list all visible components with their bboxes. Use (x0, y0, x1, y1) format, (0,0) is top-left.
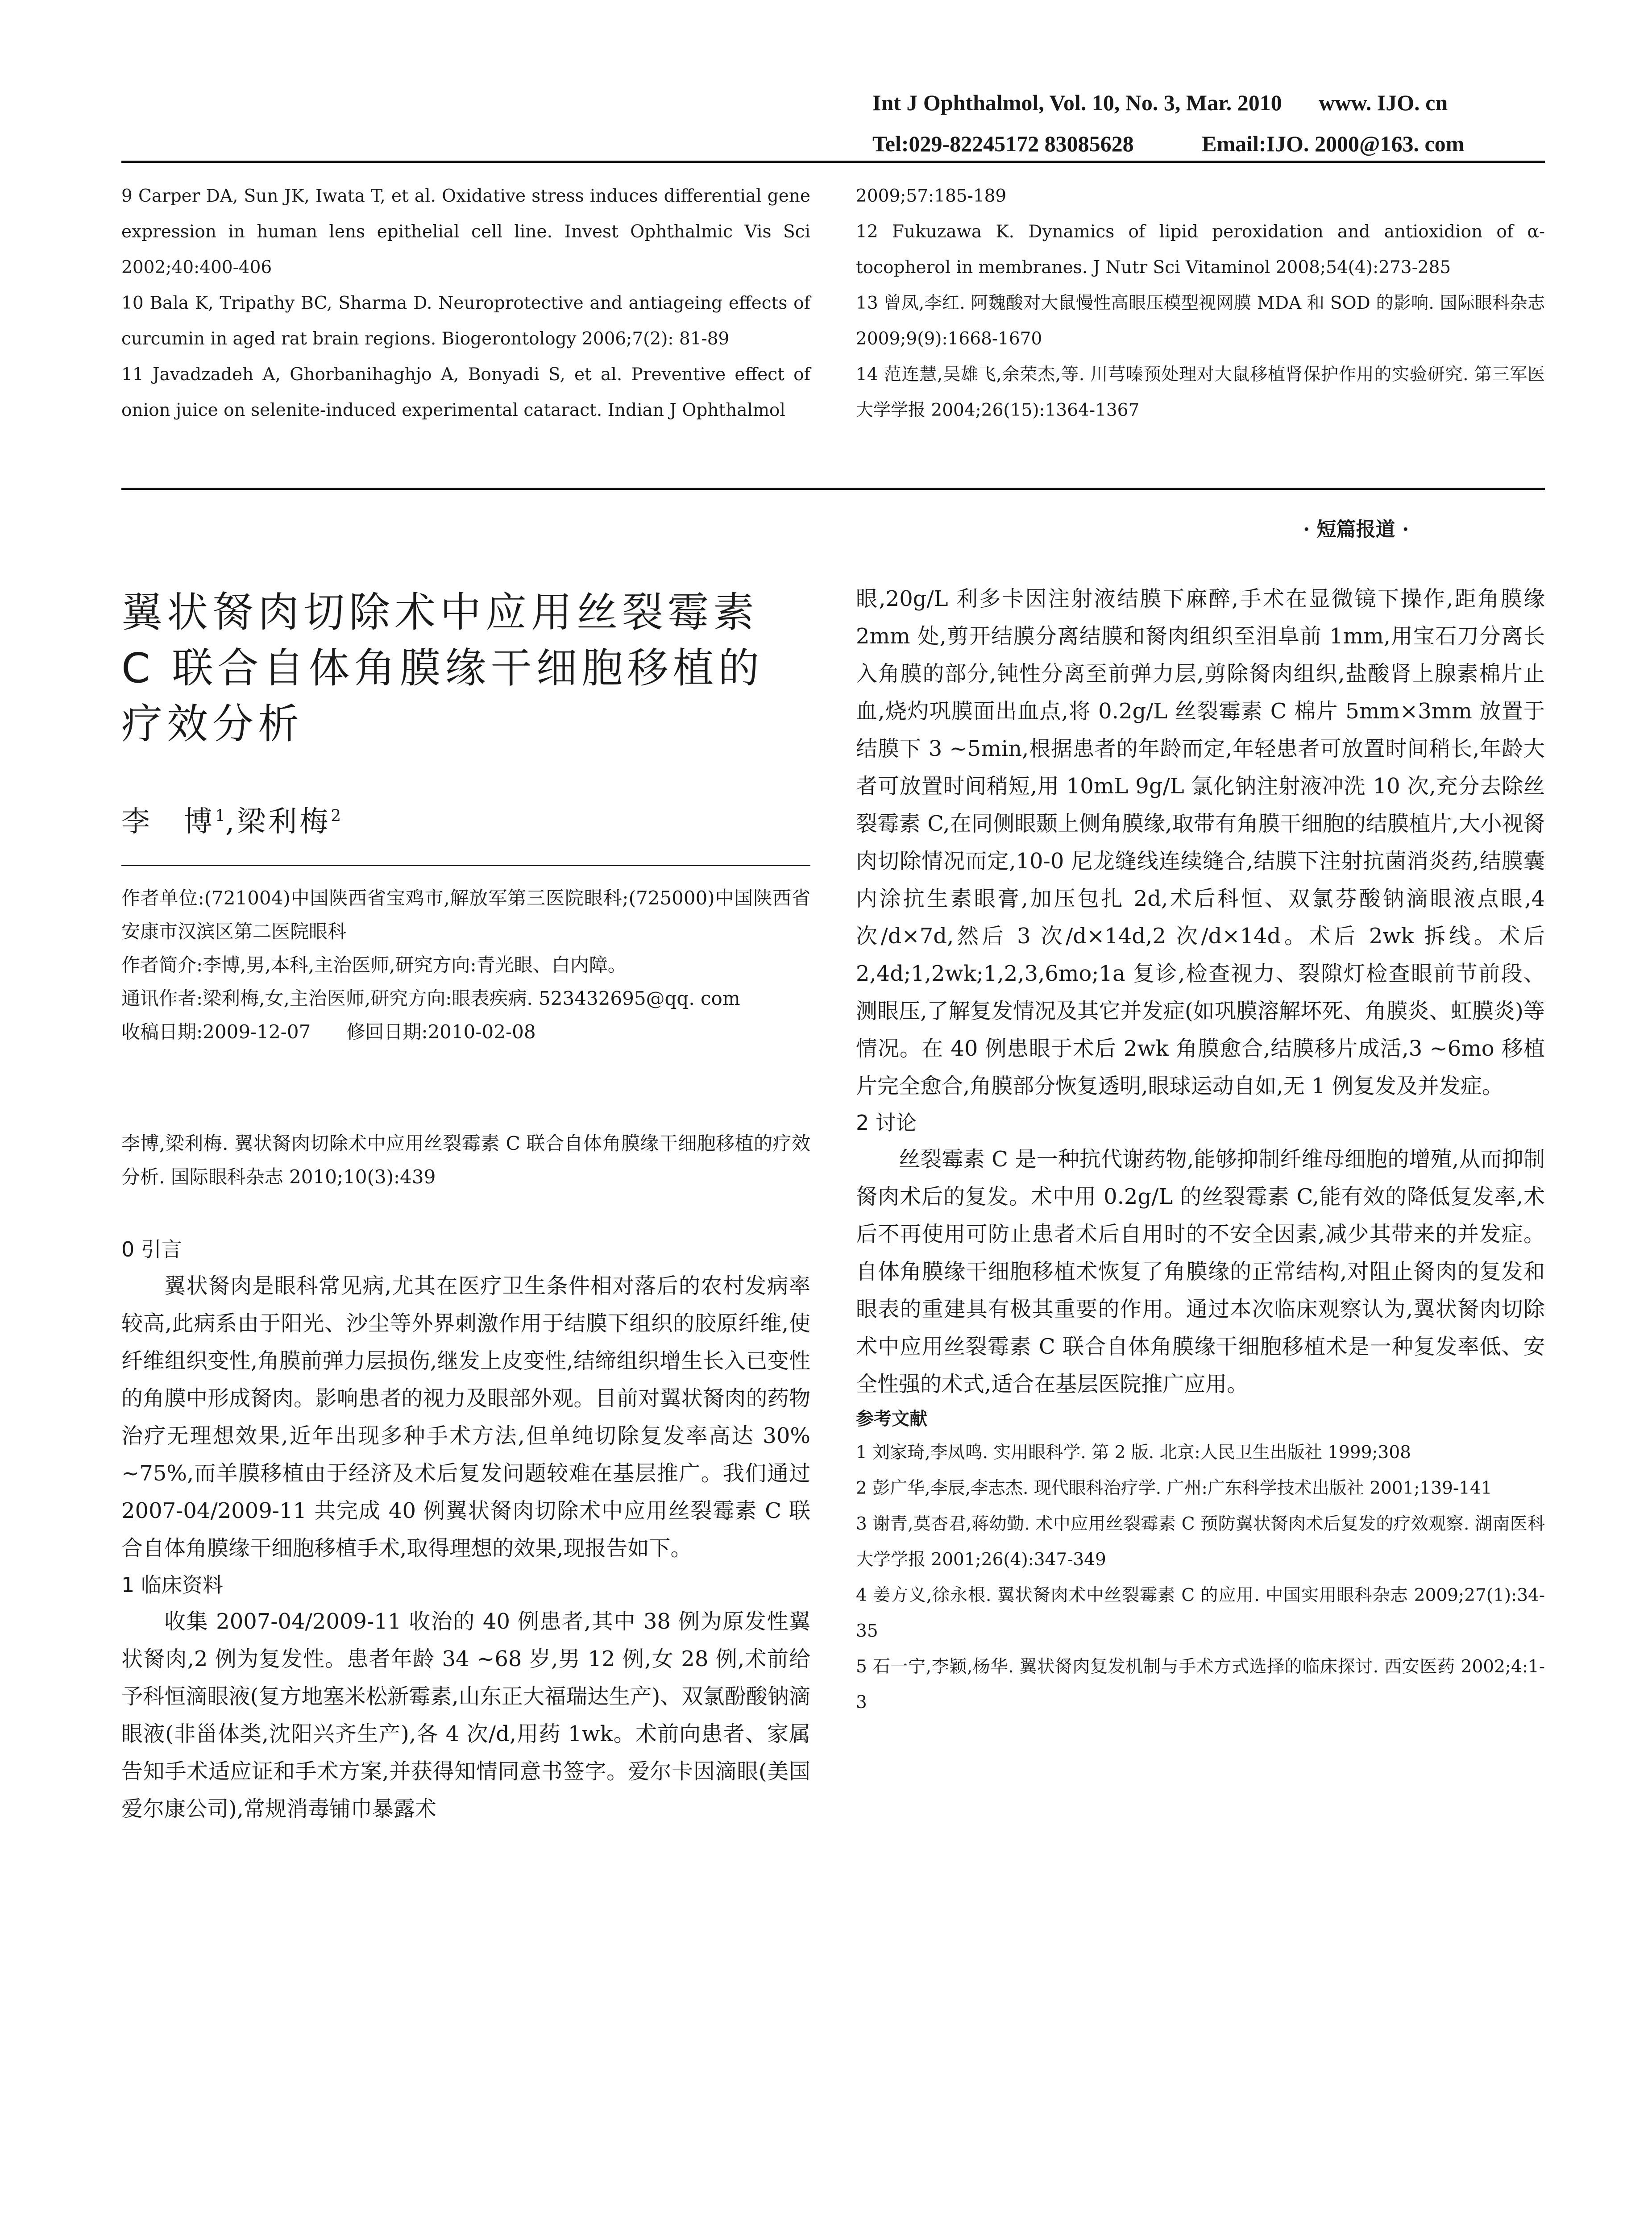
prev-ref: 14 范连慧,吴雄飞,余荣杰,等. 川芎嗪预处理对大鼠移植肾保护作用的实验研究. 第三军医大学学报 2004;26(15):1364-1367 (856, 365, 1545, 420)
journal-info: Int J Ophthalmol, Vol. 10, No. 3, Mar. 2010 (872, 90, 1282, 115)
prev-ref: 13 曾凤,李红. 阿魏酸对大鼠慢性高眼压模型视网膜 MDA 和 SOD 的影响. 国际眼科杂志 2009;9(9):1668-1670 (856, 293, 1545, 349)
author-intro: 作者简介:李博,男,本科,主治医师,研究方向:青光眼、白内障。 (121, 954, 627, 976)
body-right-column (856, 580, 1545, 1721)
author-sup: 2 (331, 807, 341, 825)
body-left-column (121, 1232, 810, 1828)
heading-discussion: 2 讨论 (856, 1111, 917, 1135)
journal-website: www. IJO. cn (1319, 90, 1448, 115)
discussion-paragraph: 丝裂霉素 C 是一种抗代谢药物,能够抑制纤维母细胞的增殖,从而抑制胬肉术后的复发。术中用 0.2g/L 的丝裂霉素 C,能有效的降低复发率,术后不再使用可防止患者术后自用时的不安全因素,减少其带来的并发症。自体角膜缘干细胞移植术恢复了角膜缘的正常结构,对阻止胬肉的复发和眼表的重建具有极其重要的作用。通过本次临床观察认为,翼状胬肉切除术中应用丝裂霉素 C 联合自体角膜缘干细胞移植术是一种复发率低、安全性强的术式,适合在基层医院推广应用。 (856, 1147, 1545, 1397)
heading-clinical: 1 临床资料 (121, 1573, 223, 1597)
author-name: 李 博 (121, 805, 215, 838)
article-separator-rule (121, 488, 1545, 490)
reference-item: 2 彭广华,李辰,李志杰. 现代眼科治疗学. 广州:广东科学技术出版社 2001;139-141 (856, 1478, 1492, 1498)
affiliation: 作者单位:(721004)中国陕西省宝鸡市,解放军第三医院眼科;(725000)中国陕西省安康市汉滨区第二医院眼科 (121, 887, 810, 942)
received-date: 收稿日期:2009-12-07 (121, 1021, 311, 1043)
heading-intro: 0 引言 (121, 1237, 182, 1261)
journal-tel: Tel:029-82245172 83085628 (872, 131, 1134, 156)
journal-contact (872, 130, 1464, 157)
author-rule (121, 865, 810, 866)
author-line (121, 799, 341, 840)
prev-ref: 10 Bala K, Tripathy BC, Sharma D. Neuroprotective and antiageing effects of curcumin in aged rat brain regions. Biogerontology 2006;7(2): 81-89 (121, 293, 810, 349)
dates (121, 1015, 810, 1049)
reference-item: 4 姜方义,徐永根. 翼状胬肉术中丝裂霉素 C 的应用. 中国实用眼科杂志 2009;27(1):34-35 (856, 1585, 1545, 1641)
revised-date: 修回日期:2010-02-08 (346, 1021, 536, 1043)
reference-item: 1 刘家琦,李凤鸣. 实用眼科学. 第 2 版. 北京:人民卫生出版社 1999;308 (856, 1443, 1411, 1463)
prev-ref: 12 Fukuzawa K. Dynamics of lipid peroxidation and antioxidion of α-tocopherol in membranes. J Nutr Sci Vitaminol 2008;54(4):273-285 (856, 222, 1545, 278)
prev-ref: 9 Carper DA, Sun JK, Iwata T, et al. Oxidative stress induces differential gene expression in human lens epithelial cell line. Invest Ophthalmic Vis Sci 2002;40:400-406 (121, 186, 810, 278)
reference-item: 3 谢青,莫杏君,蒋幼勤. 术中应用丝裂霉素 C 预防翼状胬肉术后复发的疗效观察. 湖南医科大学学报 2001;26(4):347-349 (856, 1514, 1545, 1570)
journal-email: Email:IJO. 2000@163. com (1202, 131, 1465, 156)
article-title: 翼状胬肉切除术中应用丝裂霉素 C 联合自体角膜缘干细胞移植的疗效分析 (121, 589, 764, 748)
author-separator: ,梁利梅 (225, 805, 331, 838)
prev-ref: 11 Javadzadeh A, Ghorbanihaghjo A, Bonyadi S, et al. Preventive effect of onion juice on selenite-induced experimental cataract. Indian J Ophthalmol (121, 365, 810, 420)
intro-paragraph: 翼状胬肉是眼科常见病,尤其在医疗卫生条件相对落后的农村发病率较高,此病系由于阳光、沙尘等外界刺激作用于结膜下组织的胶原纤维,使纤维组织变性,角膜前弹力层损伤,继发上皮变性,结缔组织增生长入已变性的角膜中形成胬肉。影响患者的视力及眼部外观。目前对翼状胬肉的药物治疗无理想效果,近年出现多种手术方法,但单纯切除复发率高达 30% ~75%,而羊膜移植由于经济及术后复发问题较难在基层推广。我们通过 2007-04/2009-11 共完成 40 例翼状胬肉切除术中应用丝裂霉素 C 联合自体角膜缘干细胞移植手术,取得理想的效果,现报告如下。 (121, 1273, 810, 1561)
clinical-paragraph: 收集 2007-04/2009-11 收治的 40 例患者,其中 38 例为原发性翼状胬肉,2 例为复发性。患者年龄 34 ~68 岁,男 12 例,女 28 例,术前给予科恒滴眼液(复方地塞米松新霉素,山东正大福瑞达生产)、双氯酚酸钠滴眼液(非甾体类,沈阳兴齐生产),各 4 次/d,用药 1wk。术前向患者、家属告知手术适应证和手术方案,并获得知情同意书签字。爱尔卡因滴眼(美国爱尔康公司),常规消毒铺巾暴露术 (121, 1609, 810, 1821)
section-label: · 短篇报道 · (1303, 518, 1409, 541)
prev-refs-left (121, 178, 810, 428)
citation: 李博,梁利梅. 翼状胬肉切除术中应用丝裂霉素 C 联合自体角膜缘干细胞移植的疗效分析. 国际眼科杂志 2010;10(3):439 (121, 1132, 810, 1188)
clinical-continued-paragraph: 眼,20g/L 利多卡因注射液结膜下麻醉,手术在显微镜下操作,距角膜缘 2mm 处,剪开结膜分离结膜和胬肉组织至泪阜前 1mm,用宝石刀分离长入角膜的部分,钝性分离至前弹力层,剪除胬肉组织,盐酸肾上腺素棉片止血,烧灼巩膜面出血点,将 0.2g/L 丝裂霉素 C 棉片 5mm×3mm 放置于结膜下 3 ~5min,根据患者的年龄而定,年轻患者可放置时间稍长,年龄大者可放置时间稍短,用 10mL 9g/L 氯化钠注射液冲洗 10 次,充分去除丝裂霉素 C,在同侧眼颞上侧角膜缘,取带有角膜干细胞的结膜植片,大小视胬肉切除情况而定,10-0 尼龙缝线连续缝合,结膜下注射抗菌消炎药,结膜囊内涂抗生素眼膏,加压包扎 2d,术后科恒、双氯芬酸钠滴眼液点眼,4 次/d×7d,然后 3 次/d×14d,2 次/d×14d。术后 2wk 拆线。术后 2,4d;1,2wk;1,2,3,6mo;1a 复诊,检查视力、裂隙灯检查眼前节前段、测眼压,了解复发情况及其它并发症(如巩膜溶解坏死、角膜炎、虹膜炎)等情况。在 40 例患眼于术后 2wk 角膜愈合,结膜移片成活,3 ~6mo 移植片完全愈合,角膜部分恢复透明,眼球运动自如,无 1 例复发及并发症。 (856, 586, 1545, 1099)
correspondence: 通讯作者:梁利梅,女,主治医师,研究方向:眼表疾病. 523432695@qq. com (121, 987, 740, 1009)
prev-ref: 2009;57:185-189 (856, 186, 1007, 206)
article-meta (121, 881, 810, 1049)
journal-header (872, 89, 1448, 116)
reference-item: 5 石一宁,李颖,杨华. 翼状胬肉复发机制与手术方式选择的临床探讨. 西安医药 2002;4:1-3 (856, 1657, 1545, 1713)
heading-references: 参考文献 (856, 1409, 927, 1429)
author-sup: 1 (215, 807, 225, 825)
prev-refs-right (856, 178, 1545, 428)
header-rule (121, 161, 1545, 163)
